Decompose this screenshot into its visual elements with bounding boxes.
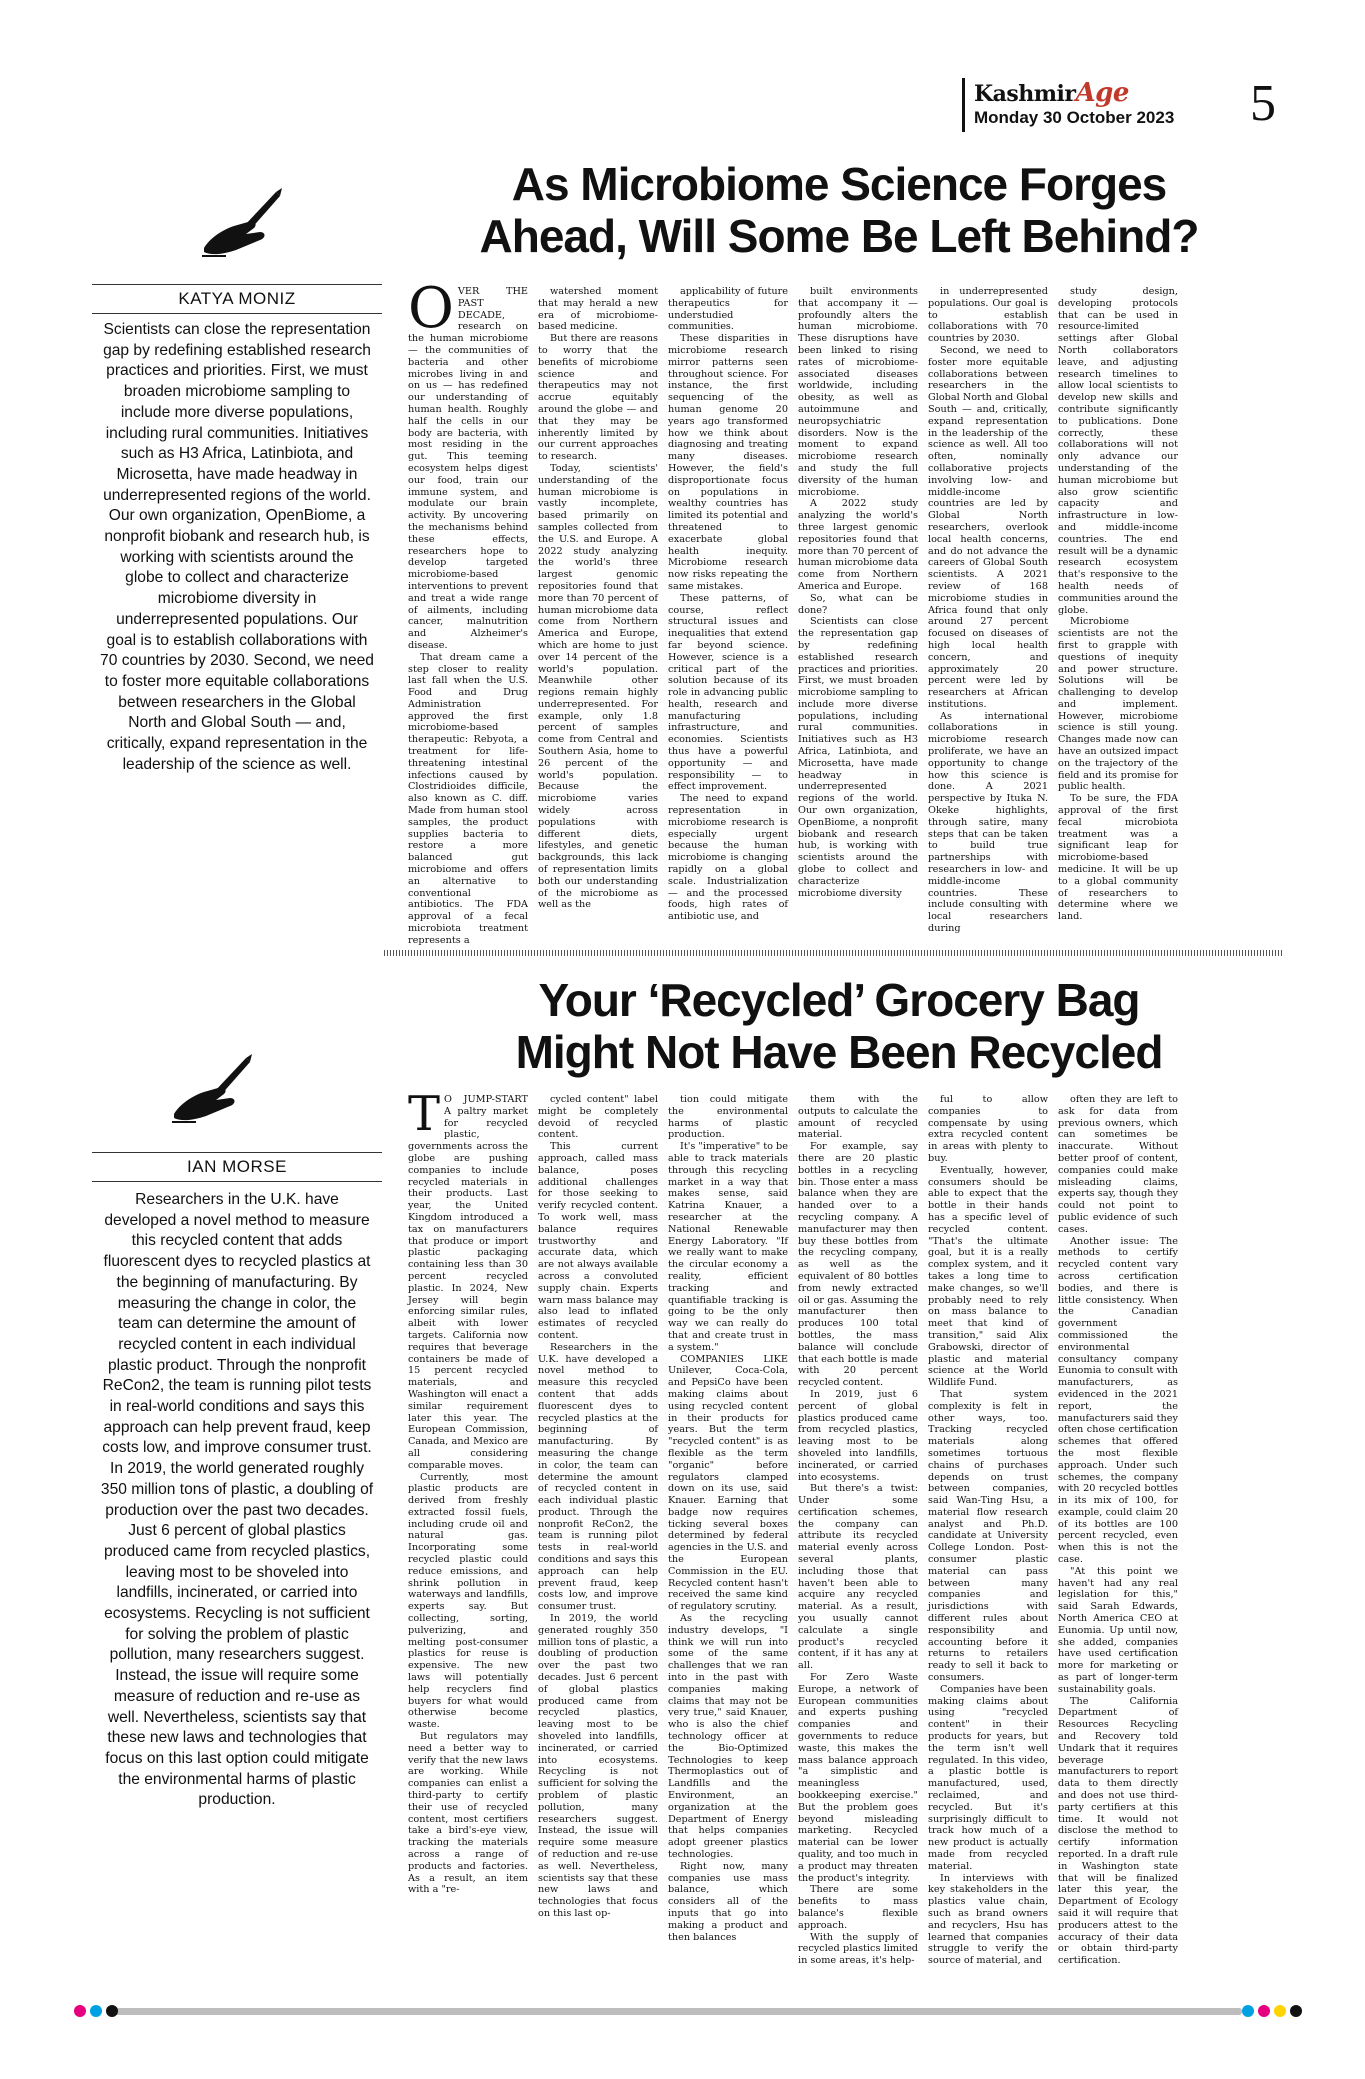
body-paragraph: applicability of future therapeutics for understudied communities. [668,286,788,333]
body-paragraph: But regulators may need a better way to verify that the new laws are working. While companies can enlist a third-party to certify their use of recycled content, most certifiers take a bird's-eye view, tracking the materials across a range of products and factories. As a result, an item with a "re- [408,1731,528,1896]
registration-dot [1274,2005,1286,2017]
body-paragraph: "At this point we haven't had any real legislation for this," said Sarah Edwards, North America CEO at Eunomia. Up until now, she added, companies have used certification more for marketing or as part of longer-term sustainability goals. [1058,1565,1178,1695]
page-number: 5 [1250,75,1276,132]
body-paragraph: Another issue: The methods to certify recycled content vary across certification bodies, and there is little consistency. When the Canadian government commissioned the environmental consultancy company Eunomia to consult with manufacturers, as evidenced in the 2021 report, the manufacturers said they often chose certification schemes that offered the most flexible approach. Under such schemes, the company with 20 recycled bottles in its mix of 100, for example, could claim 20 of its bottles are 100 percent recycled, even when this is not the case. [1058,1235,1178,1566]
pen-hand-icon [166,1052,254,1140]
body-paragraph: built environments that accompany it — profoundly alters the human microbiome. These disruptions have been linked to rising rates of microbiome-associated diseases worldwide, including obesity, as well as autoimmune and neuropsychiatric disorders. Now is the moment to expand microbiome research and study the full diversity of the human microbiome. [798,286,918,498]
body-paragraph: To be sure, the FDA approval of the first fecal microbiota treatment was a significant leap for microbiome-based medicine. It will be up to a global community of researchers to determine where we land. [1058,793,1178,923]
body-paragraph: The California Department of Resources Recycling and Recovery told Undark that it requires beverage manufacturers to report data to them directly and does not use third-party certifiers at this time. It would not disclose the method to certify information reported. In a draft rule in Washington state that will be finalized later this year, the Department of Ecology said it will require that producers attest to the accuracy of their data or obtain third-party certification. [1058,1695,1178,1967]
body-paragraph: Currently, most plastic products are derived from freshly extracted fossil fuels, including crude oil and natural gas. Incorporating some recycled plastic could reduce emissions, and shrink pollution in waterways and landfills, experts say. But collecting, sorting, pulverizing, and melting post-consumer plastics for reuse is expensive. The new laws will potentially help recyclers find buyers for what would otherwise become waste. [408,1471,528,1731]
body-paragraph: With the supply of recycled plastics limited in some areas, it's help- [798,1931,918,1967]
footer-bar [112,2008,1242,2015]
article2-dropcap: T [408,1086,441,1142]
article2-column-6 [1058,1094,1178,1980]
article1-author: KATYA MONIZ [92,284,382,314]
registration-dot [1242,2005,1254,2017]
registration-dot [106,2005,118,2017]
body-paragraph: in underrepresented populations. Our goal is to establish collaborations with 70 countries by 2030. [928,286,1048,345]
registration-dot [74,2005,86,2017]
article1-column-6 [1058,286,1178,926]
body-paragraph: In 2019, the world generated roughly 350 million tons of plastic, a doubling of production over the past two decades. Just 6 percent of global plastics produced came from recycled plastics, leaving most to be shoveled into landfills, incinerated, or carried into ecosystems. Recycling is not sufficient for solving the problem of plastic pollution, many researchers suggest. Instead, the issue will require some measure of reduction and re-use as well. Nevertheless, scientists say that these new laws and technologies that focus on this last op- [538,1613,658,1919]
body-paragraph: As the recycling industry develops, "I think we will run into some of the same challenges that we ran into in the past with companies making claims that may not be very true," said Knauer, who is also the chief technology officer at the Bio-Optimized Technologies to keep Thermoplastics out of Landfills and the Environment, an organization at the Department of Energy that helps companies adopt greener plastics technologies. [668,1613,788,1860]
body-paragraph: In 2019, just 6 percent of global plastics produced came from recycled plastics, leaving most to be shoveled into landfills, incinerated, or carried into ecosystems. [798,1388,918,1483]
body-paragraph: For example, say there are 20 plastic bottles in a recycling bin. Those enter a mass balance when they are handed over to a recycling company. A manufacturer may then buy these bottles from the recycling company, as well as the equivalent of 80 bottles from newly extracted oil or gas. Assuming the manufacturer then produces 100 total bottles, the mass balance will conclude that each bottle is made with 20 percent recycled content. [798,1141,918,1389]
registration-dot [1258,2005,1270,2017]
article1-column-3 [668,286,788,926]
article1-headline: As Microbiome Science Forges Ahead, Will Some Be Left Behind? [479,158,1199,262]
body-paragraph: For Zero Waste Europe, a network of European communities and experts pushing companies and governments to reduce waste, this makes the mass balance approach "a simplistic and meaningless bookkeeping exercise." But the problem goes beyond misleading marketing. Recycled material can be lower quality, and too much in a product may threaten the product's integrity. [798,1672,918,1884]
body-paragraph: watershed moment that may herald a new era of microbiome-based medicine. [538,286,658,333]
body-paragraph: tion could mitigate the environmental harms of plastic production. [668,1094,788,1141]
body-paragraph: Today, scientists' understanding of the human microbiome is vastly incomplete, based primarily on samples collected from the U.S. and Europe. A 2022 study analyzing the world's three largest genomic repositories found that more than 70 percent of human microbiome data come from Northern America and Europe, which are home to just over 14 percent of the world's population. Meanwhile other regions remain highly underrepresented. For example, only 1.8 percent of samples come from Central and Southern Asia, home to 26 percent of the world's population. Because the microbiome varies widely across populations with different diets, lifestyles, and genetic backgrounds, this lack of representation limits both our understanding of the microbiome as well as the [538,462,658,911]
article2-column-5 [928,1094,1048,1980]
body-paragraph: Second, we need to foster more equitable collaborations between researchers in the Global North and Global South — and, critically, expand representation in the leadership of the science as well. All too often, nominally collaborative projects involving low- and middle-income countries are led by Global North researchers, overlook local health concerns, and do not advance the careers of Global South scientists. A 2021 review of 168 microbiome studies in Africa found that only around 27 percent focused on diseases of high local health concern, and approximately 20 percent were led by researchers at African institutions. [928,344,1049,710]
masthead [962,74,1276,136]
body-paragraph: ful to allow companies to compensate by using extra recycled content in areas with plenty to buy. [928,1094,1048,1164]
body-paragraph: Right now, many companies use mass balance, which considers all of the inputs that go into making a product and then balances [668,1860,788,1943]
body-paragraph: VER THE PAST DECADE, research on the human microbiome — the communities of bacteria and other microbes living in and on us — has redefined our understanding of human health. Roughly half the cells in our body are bacteria, with most residing in the gut. This teeming ecosystem helps digest our food, train our immune system, and modulate our brain activity. By uncovering the mechanisms behind these effects, researchers hope to develop targeted microbiome-based interventions to prevent and treat a wide range of ailments, including cancer, malnutrition and Alzheimer's disease. [408,286,528,651]
article2-author: IAN MORSE [92,1152,382,1182]
newspaper-logo: KashmirAge [974,78,1129,108]
body-paragraph: These patterns, of course, reflect structural issues and inequalities that extend far beyond science. However, science is a critical part of the solution because of its role in advancing public health, research and manufacturing infrastructure, and economies. Scientists thus have a powerful opportunity — and responsibility — to effect improvement. [668,592,788,793]
registration-dot [90,2005,102,2017]
article2-column-1 [408,1086,528,1980]
body-paragraph: There are some benefits to mass balance's flexible approach. [798,1884,918,1931]
body-paragraph: them with the outputs to calculate the amount of recycled material. [798,1094,918,1141]
body-paragraph: But there's a twist: Under some certification schemes, the company can attribute its recycled material evenly across several plants, including those that haven't been able to acquire any recycled material. As a result, you usually cannot calculate a single product's recycled content, if it has any at all. [798,1483,918,1672]
article1-column-5 [928,286,1049,935]
article2-column-2 [538,1094,658,1980]
body-paragraph: As international collaborations in microbiome research proliferate, we have an opportunity to change how this science is done. A 2021 perspective by Ituka N. Okeke highlights, through satire, many steps that can be taken to build true partnerships with researchers in low- and middle-income countries. These include consulting with local researchers during [928,710,1048,935]
body-paragraph: These disparities in microbiome research mirror patterns seen throughout science. For instance, the first sequencing of the human genome 20 years ago transformed how we think about diagnosing and treating many diseases. However, the field's disproportionate focus on populations in wealthy countries has limited its potential and threatened to exacerbate global health inequity. Microbiome research now risks repeating the same mistakes. [668,333,788,592]
issue-date: Monday 30 October 2023 [974,108,1175,127]
body-paragraph: Researchers in the U.K. have developed a novel method to measure this recycled content that adds fluorescent dyes to recycled plastics at the beginning of manufacturing. By measuring the change in color, the team can determine the amount of recycled content in each individual plastic product. Through the nonprofit ReCon2, the team is running pilot tests in real-world conditions and says this approach can help prevent fraud, keep costs low, and improve consumer trust. [538,1341,658,1613]
body-paragraph: Scientists can close the representation gap by redefining established research practices and priorities. First, we must broaden microbiome sampling to include more diverse populations, including rural communities. Initiatives such as H3 Africa, Latinbiota, and Microsetta, have made headway in underrepresented regions of the world. Our own organization, OpenBiome, a nonprofit biobank and research hub, is working with scientists around the globe to collect and characterize microbiome diversity [798,616,918,899]
masthead-divider [962,78,965,132]
body-paragraph: This current approach, called mass balance, poses additional challenges for those seeking to verify recycled content. To work well, mass balance requires trustworthy and accurate data, which are not always available across a convoluted supply chain. Experts warn mass balance may also lead to inflated estimates of recycled content. [538,1141,658,1341]
article2-column-4 [798,1094,918,1980]
body-paragraph: But there are reasons to worry that the benefits of microbiome science and therapeutics may not accrue equitably around the globe — and that they may be inherently limited by our current approaches to research. [538,333,658,463]
article1-body [408,276,1288,946]
body-paragraph: cycled content" label might be completely devoid of recycled content. [538,1094,658,1141]
body-paragraph: The need to expand representation in microbiome research is especially urgent because the human microbiome is changing rapidly on a global scale. Industrialization — and the processed foods, high rates of antibiotic use, and [668,793,788,923]
article1-column-4 [798,286,918,926]
body-paragraph: often they are left to ask for data from previous owners, which can sometimes be inaccurate. Without better proof of content, companies could make misleading claims, experts say, though they could not point to public evidence of such cases. [1058,1094,1178,1235]
article1-pull-quote: Scientists can close the representation gap by redefining established research practices and priorities. First, we must broaden microbiome sampling to include more diverse populations, including rural communities. Initiatives such as H3 Africa, Latinbiota, and Microsetta, have made headway in underrepresented regions of the world. Our own organization, OpenBiome, a nonprofit biobank and research hub, is working with scientists around the globe to collect and characterize microbiome diversity in underrepresented populations. Our goal is to establish collaborations with 70 countries by 2030. Second, we need to foster more equitable collaborations between researchers in the Global North and Global South — and, critically, expand representation in the leadership of the science as well. [100,321,374,773]
body-paragraph: Eventually, however, consumers should be able to expect that the bottle in their hands has a specific level of recycled content. "That's the ultimate goal, but it is a really complex system, and it takes a long time to make changes, so we'll probably need to rely on mass balance to meet that kind of transition," said Alix Grabowski, director of plastic and material science at the World Wildlife Fund. [928,1164,1048,1389]
article1-dropcap: O [408,276,454,341]
body-paragraph: COMPANIES LIKE Unilever, Coca-Cola, and PepsiCo have been making claims about using recycled content in their products for years. But the term "recycled content" is as flexible as the term "organic" before regulators clamped down on its use, said Knauer. Earning that badge now requires ticking several boxes determined by federal agencies in the U.S. and the European Commission in the EU. Recycled content hasn't received the same kind of regulatory scrutiny. [668,1353,788,1613]
article-separator [384,950,1282,956]
registration-dot [1290,2005,1302,2017]
article1-column-1 [408,276,528,946]
article2-body [408,1086,1288,1980]
body-paragraph: So, what can be done? [798,592,918,616]
body-paragraph: It's "imperative" to be able to track materials through this recycling market in a way that makes sense, said Katrina Knauer, a researcher at the National Renewable Energy Laboratory. "If we really want to make the circular economy a reality, efficient tracking and quantifiable tracking is going to be the only way we can really do that and create trust in a system." [668,1141,788,1353]
body-paragraph: study design, developing protocols that can be used in resource-limited settings after Global North collaborators leave, and adjusting research timelines to allow local scientists to develop new skills and contribute significantly to publications. Done correctly, these collaborations will not only advance our understanding of the human microbiome but also grow scientific capacity and infrastructure in low- and middle-income countries. The end result will be a dynamic research ecosystem that's responsive to the health needs of communities around the globe. [1058,286,1178,616]
article2-pull-quote: Researchers in the U.K. have developed a novel method to measure this recycled content that adds fluorescent dyes to recycled plastics at the beginning of manufacturing. By measuring the change in color, the team can determine the amount of recycled content in each individual plastic product. Through the nonprofit ReCon2, the team is running pilot tests in real-world conditions and says this approach can help prevent fraud, keep costs low, and improve consumer trust. In 2019, the world generated roughly 350 million tons of plastic, a doubling of production over the past two decades. Just 6 percent of global plastics produced came from recycled plastics, leaving most to be shoveled into landfills, incinerated, or carried into ecosystems. Recycling is not sufficient for solving the problem of plastic pollution, many researchers suggest. Instead, the issue will require some measure of reduction and re-use as well. Nevertheless, scientists say that these new laws and technologies that focus on this last option could mitigate the environmental harms of plastic production. [100,1191,374,1809]
pen-hand-icon [196,186,284,274]
body-paragraph: In interviews with key stakeholders in the plastics value chain, such as brand owners and recyclers, Hsu has learned that companies struggle to verify the source of material, and [928,1872,1048,1967]
body-paragraph: O JUMP-START A paltry market for recycled plastic, governments across the globe are pushing companies to include recycled materials in their products. Last year, the United Kingdom introduced a tax on manufacturers that produce or import plastic packaging containing less than 30 percent recycled plastic. In 2024, New Jersey will begin enforcing similar rules, albeit with lower targets. California now requires that beverage containers be made of 15 percent recycled materials, and Washington will enact a similar requirement later this year. The European Commission, Canada, and Mexico are all considering comparable moves. [408,1094,528,1471]
body-paragraph: A 2022 study analyzing the world's three largest genomic repositories found that more than 70 percent of human microbiome data come from Northern America and Europe. [798,498,918,592]
body-paragraph: That dream came a step closer to reality last fall when the U.S. Food and Drug Administration approved the first microbiome-based therapeutic: Rebyota, a treatment for life-threatening intestinal infections caused by Clostridioides difficile, also known as C. diff. Made from human stool samples, the product supplies bacteria to restore a more balanced gut microbiome and offers an alternative to conventional antibiotics. The FDA approval of a fecal microbiota treatment represents a [408,651,528,946]
article1-column-2 [538,286,658,926]
body-paragraph: Microbiome scientists are not the first to grapple with questions of inequity and power structure. Solutions will be challenging to develop and implement. However, microbiome science is still young. Changes made now can have an outsized impact on the trajectory of the field and its promise for public health. [1058,616,1178,793]
body-paragraph: Companies have been making claims about using "recycled content" in their products for years, but the term isn't well regulated. In this video, a plastic bottle is manufactured, used, reclaimed, and recycled. But it's surprisingly difficult to track how much of a new product is actually made from recycled material. [928,1683,1048,1872]
article2-column-3 [668,1094,788,1980]
article2-headline: Your ‘Recycled’ Grocery Bag Might Not Have Been Recycled [515,974,1163,1078]
body-paragraph: That system complexity is felt in other ways, too. Tracking recycled materials along sometimes tortuous chains of purchases depends on trust between companies, said Wan-Ting Hsu, a material flow research analyst and Ph.D. candidate at University College London. Post-consumer plastic material can pass between many companies and jurisdictions with different rules about responsibility and accounting before it returns to retailers ready to sell it back to consumers. [928,1388,1048,1684]
